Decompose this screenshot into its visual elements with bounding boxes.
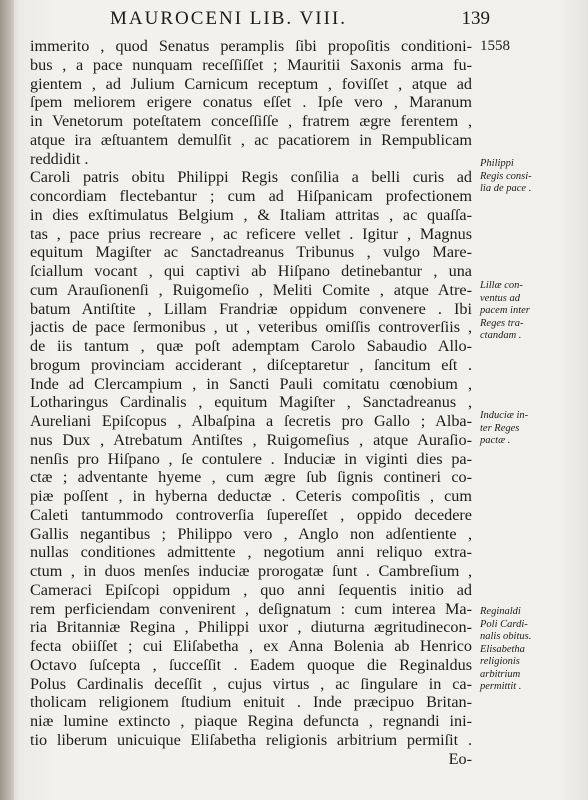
text-line: reddidit . [30,149,89,168]
margin-year: 1558 [480,38,510,54]
text-line: atque ira æſtuantem demulſit , ac pacatiorem in Rempublicam [30,130,472,149]
text-line: Polus Cardinalis deceſſit , cujus virtus , ac ſingulare in ca- [30,674,472,693]
margin-note-line: ctandam . [480,330,522,341]
text-line: immerito , quod Senatus peramplis ſibi propoſitis conditioni- [30,37,472,55]
text-line: bus , a pace nunquam receſſiſſet ; Mauritii Saxonis arma fu- [30,55,472,74]
text-line: ctum , in duos menſes induciæ prorogatæ ſunt . Cambreſium , [30,562,472,580]
text-line: tas , pace prius recreare , ac reficere vellet . Igitur , Magnus [30,224,472,243]
text-line: Lotharingus Cardinalis , equitum Magiſter , Sanctadreanus , [30,393,472,412]
main-text [30,37,472,768]
page-header [110,8,490,30]
text-line: concordiam flectebantur ; cum ad Hiſpanicam profectionem [30,187,472,205]
text-line: nullas conditiones admittente , negotium anni reliquo extra- [30,543,472,562]
margin-note-reginaldi [480,606,584,694]
text-line: Caleti tantummodo controverſia ſupereſſet , oppido decedere [30,505,472,524]
text-line: cum Arauſionenſi , Ruigomeſio , Meliti Comite , atque Atre- [30,280,472,299]
margin-note-line: Philippi [480,158,514,169]
margin-note-line: Induciæ in- [480,410,529,421]
page-number: 139 [461,8,490,29]
text-line: niæ lumine extincto , piaque Regina defuncta , regnandi ini- [30,712,472,730]
margin-note-line: arbitrium [480,668,521,680]
text-line: equitum Magiſter ac Sanctadreanus Tribunus , vulgo Mare- [30,243,472,262]
margin-note-line: religionis [480,656,520,667]
running-head: MAUROCENI LIB. VIII. [110,8,348,29]
margin-note-philippi [480,158,584,196]
text-line: in Venetorum poteſtatem conceſſiſſe , fratrem ægre ferentem , [30,112,472,130]
text-line: tholicam religionem ſtudium enituit . Inde præcipuo Britan- [30,693,472,712]
text-line: Inde ad Clercampium , in Sancti Pauli comitatu cœnobium , [30,374,472,393]
margin-note-line: Poli Cardi- [480,618,528,630]
margin-note-line: lia de pace . [480,183,532,194]
text-line: gientem , ad Julium Carnicum receptum , foviſſet , atque ad [30,74,472,93]
margin-note-line: Reginaldi [480,606,521,617]
text-line: Cameraci Epiſcopi oppidum , quo anni ſequentis initio ad [30,580,472,599]
margin-note-line: permittit . [480,681,522,692]
margin-note-line: Elisabetha [480,643,525,655]
text-line: brogum provinciam acciderant , diſceptaretur , ſancitum eſt . [30,355,472,374]
text-line: rem perficiendam convenirent , deſignatum : cum interea Ma- [30,599,472,618]
text-line: ria Britanniæ Regina , Philippi uxor , diuturna ægritudinecon- [30,618,472,637]
margin-note-line: Reges tra- [480,317,524,329]
margin-note-induciae [480,410,584,448]
margin-note-line: ter Reges [480,422,520,434]
margin-note-line: Lillæ con- [480,280,523,291]
margin-note-lillae [480,280,584,343]
margin-note-line: pactæ . [480,435,511,446]
text-line: ſpem meliorem erigere conatus eſſet . Ipſe vero , Maranum [30,93,472,112]
text-line: Caroli patris obitu Philippi Regis conſilia a belli curis ad [30,168,472,187]
catchword: Eo- [448,749,472,768]
text-line: Octavo ſuſcepta , ſucceſſit . Eadem quoque die Reginaldus [30,655,472,674]
text-line: nus Dux , Atrebatum Antiſtes , Ruigomeſius , atque Auraſio- [30,430,472,449]
text-line: piæ poſſent , in hyberna deductæ . Ceteris compoſitis , cum [30,487,472,505]
margin-note-line: ventus ad [480,292,520,304]
text-line: nenſis pro Hiſpano , ſe contulere . Induciæ in viginti dies pa- [30,449,472,468]
text-line: ctæ ; adventante hyeme , cum ægre ſub ſignis contineri co- [30,468,472,487]
text-line: in dies exſtimulatus Belgium , & Italiam attritas , ac quaſſa- [30,205,472,224]
binding-shadow [0,0,14,800]
text-line: ſciallum vocant , qui captivi ab Hiſpano detinebantur , una [30,262,472,280]
text-line: de iis tantum , quæ poſt ademptam Carolo Sabaudio Allo- [30,337,472,355]
text-line: tio liberum unicuique Eliſabetha religionis arbitrium permiſit . [30,730,472,749]
text-line: Aureliani Epiſcopus , Albaſpina a ſecretis pro Gallo ; Alba- [30,412,472,430]
margin-note-line: Regis consi- [480,170,532,182]
margin-note-line: nalis obitus. [480,631,532,642]
text-line: fecta obiiſſet ; cui Eliſabetha , ex Anna Bolenia ab Henrico [30,637,472,655]
text-line: batum Antiſtite , Lillam Frandriæ oppidum convenere . Ibi [30,299,472,318]
text-line: Gallis negantibus ; Philippo vero , Anglo non adſentiente , [30,524,472,543]
text-line: jactis de pace ſermonibus , ut , veteribus omiſſis controverſiis , [30,318,472,337]
margin-note-line: pacem inter [480,305,530,316]
